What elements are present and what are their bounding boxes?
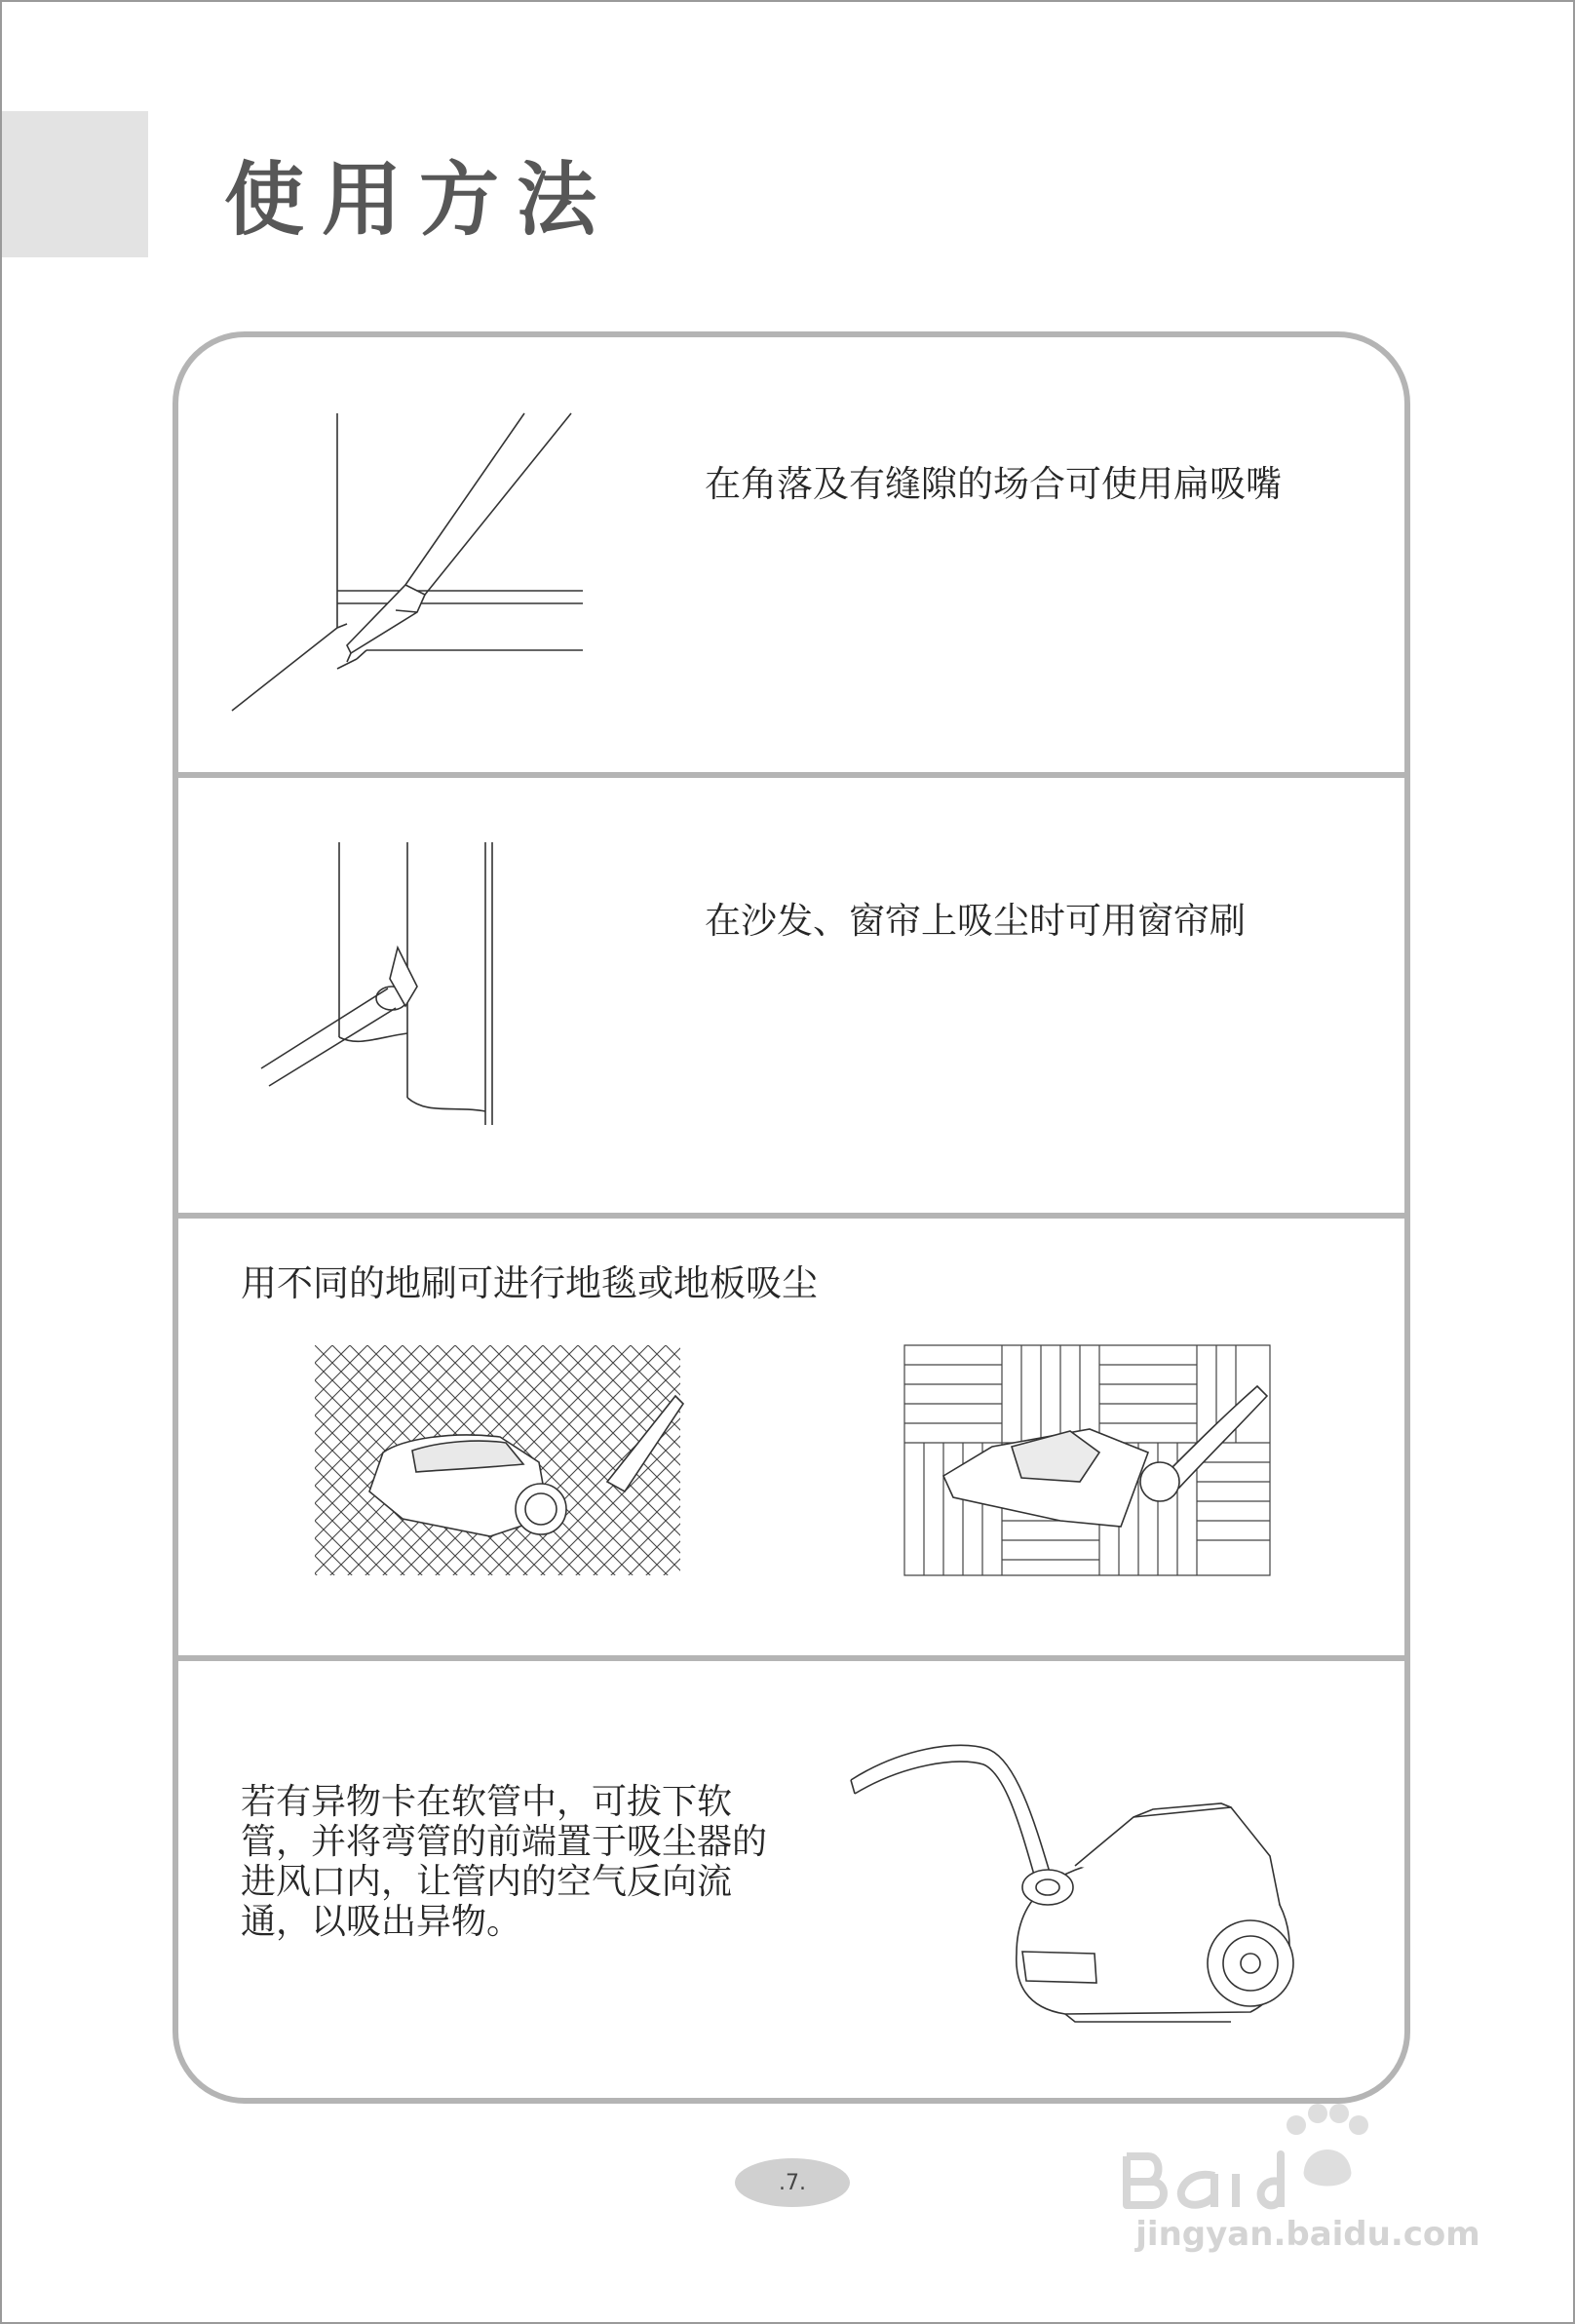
crevice-nozzle-illustration-icon: [232, 413, 622, 716]
carpet-brush-illustration-icon: [315, 1345, 685, 1579]
section-tab-block: [2, 111, 148, 257]
page-title: 使用方法: [224, 154, 615, 247]
section-curtain-brush: [178, 778, 1404, 1213]
floor-brush-illustration-icon: [904, 1345, 1275, 1579]
section-floor-brushes: [178, 1219, 1404, 1655]
baidu-watermark: [1123, 2098, 1493, 2264]
instructions-frame: [173, 331, 1410, 2104]
curtain-brush-illustration-icon: [261, 842, 554, 1125]
section-1-caption: 在角落及有缝隙的场合可使用扁吸嘴: [705, 463, 1282, 505]
section-crevice-nozzle: [178, 337, 1404, 772]
section-clog-removal: [178, 1661, 1404, 2104]
watermark-url: jingyan.baidu.com: [1135, 2215, 1480, 2254]
vacuum-cleaner-illustration-icon: [841, 1720, 1328, 2022]
section-2-caption: 在沙发、窗帘上吸尘时可用窗帘刷: [705, 900, 1246, 942]
baidu-jingyan-logo-icon: [1123, 2098, 1493, 2225]
section-3-caption: 用不同的地刷可进行地毯或地板吸尘: [241, 1262, 818, 1304]
page-number-badge: .7.: [735, 2158, 850, 2207]
section-4-caption: 若有异物卡在软管中，可拔下软管，并将弯管的前端置于吸尘器的进风口内，让管内的空气反向流通，以吸出异物。: [241, 1782, 768, 1942]
